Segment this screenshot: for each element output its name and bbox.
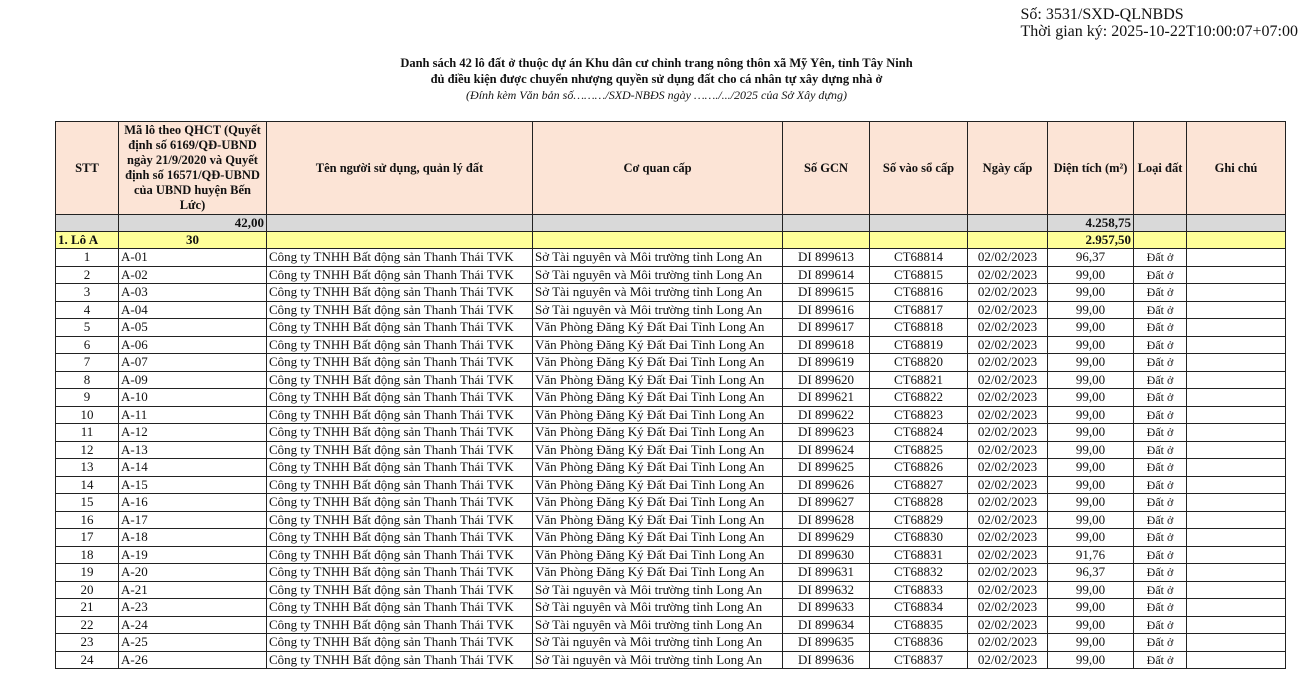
cell-so-gcn: DI 899627 [783, 494, 870, 512]
cell-loai-dat: Đất ở [1134, 389, 1187, 407]
header-so-gcn: Số GCN [783, 122, 870, 215]
cell-ngay-cap: 02/02/2023 [968, 564, 1048, 582]
cell-dien-tich: 99,00 [1048, 354, 1134, 372]
land-lot-table [55, 121, 1286, 669]
cell-so-vao-so: CT68821 [870, 371, 968, 389]
header-ghi-chu: Ghi chú [1187, 122, 1286, 215]
cell-ngay-cap: 02/02/2023 [968, 529, 1048, 547]
total-area: 4.258,75 [1048, 215, 1134, 232]
cell-co-quan: Sở Tài nguyên và Môi trường tỉnh Long An [533, 249, 783, 267]
cell-so-gcn: DI 899613 [783, 249, 870, 267]
cell-stt: 21 [56, 599, 119, 617]
table-row [56, 616, 1286, 634]
cell-co-quan: Văn Phòng Đăng Ký Đất Đai Tỉnh Long An [533, 336, 783, 354]
cell-ghi-chu [1187, 459, 1286, 477]
cell-stt: 13 [56, 459, 119, 477]
cell-ghi-chu [1187, 441, 1286, 459]
table-row [56, 529, 1286, 547]
cell-ma-lo: A-20 [119, 564, 267, 582]
cell-ma-lo: A-16 [119, 494, 267, 512]
cell-so-vao-so: CT68824 [870, 424, 968, 442]
cell-co-quan: Văn Phòng Đăng Ký Đất Đai Tỉnh Long An [533, 354, 783, 372]
cell-dien-tich: 99,00 [1048, 581, 1134, 599]
cell-loai-dat: Đất ở [1134, 424, 1187, 442]
cell-so-vao-so: CT68822 [870, 389, 968, 407]
cell-stt: 15 [56, 494, 119, 512]
cell-ten-nguoi: Công ty TNHH Bất động sản Thanh Thái TVK [267, 599, 533, 617]
table-row [56, 564, 1286, 582]
cell-ma-lo: A-03 [119, 284, 267, 302]
cell-co-quan: Sở Tài nguyên và Môi trường tỉnh Long An [533, 616, 783, 634]
cell-so-vao-so: CT68814 [870, 249, 968, 267]
header-dien-tich: Diện tích (m²) [1048, 122, 1134, 215]
cell-dien-tich: 99,00 [1048, 371, 1134, 389]
table-row [56, 389, 1286, 407]
cell-so-vao-so: CT68832 [870, 564, 968, 582]
cell-ma-lo: A-09 [119, 371, 267, 389]
table-row [56, 424, 1286, 442]
cell-dien-tich: 99,00 [1048, 424, 1134, 442]
document-reference [1021, 6, 1298, 40]
cell-ghi-chu [1187, 599, 1286, 617]
cell-ngay-cap: 02/02/2023 [968, 494, 1048, 512]
cell-so-gcn: DI 899636 [783, 651, 870, 669]
cell-ghi-chu [1187, 336, 1286, 354]
table-row [56, 599, 1286, 617]
cell-ghi-chu [1187, 476, 1286, 494]
cell-co-quan: Sở Tài nguyên và Môi trường tỉnh Long An [533, 599, 783, 617]
group-label: 1. Lô A [56, 232, 119, 249]
cell-ma-lo: A-19 [119, 546, 267, 564]
cell-ma-lo: A-21 [119, 581, 267, 599]
cell-ghi-chu [1187, 546, 1286, 564]
cell-ghi-chu [1187, 266, 1286, 284]
table-row [56, 406, 1286, 424]
cell-ten-nguoi: Công ty TNHH Bất động sản Thanh Thái TVK [267, 249, 533, 267]
cell-ten-nguoi: Công ty TNHH Bất động sản Thanh Thái TVK [267, 354, 533, 372]
cell-ten-nguoi: Công ty TNHH Bất động sản Thanh Thái TVK [267, 651, 533, 669]
cell-so-vao-so: CT68834 [870, 599, 968, 617]
cell-loai-dat: Đất ở [1134, 284, 1187, 302]
cell-so-gcn: DI 899622 [783, 406, 870, 424]
cell-co-quan: Văn Phòng Đăng Ký Đất Đai Tỉnh Long An [533, 389, 783, 407]
cell-ma-lo: A-11 [119, 406, 267, 424]
cell-dien-tich: 99,00 [1048, 476, 1134, 494]
header-ten-nguoi: Tên người sử dụng, quản lý đất [267, 122, 533, 215]
cell-stt: 4 [56, 301, 119, 319]
header-so-vao-so: Số vào sổ cấp [870, 122, 968, 215]
table-row [56, 546, 1286, 564]
cell-ngay-cap: 02/02/2023 [968, 406, 1048, 424]
cell-so-gcn: DI 899626 [783, 476, 870, 494]
cell-ten-nguoi: Công ty TNHH Bất động sản Thanh Thái TVK [267, 581, 533, 599]
cell-loai-dat: Đất ở [1134, 494, 1187, 512]
cell-ghi-chu [1187, 406, 1286, 424]
cell-ma-lo: A-01 [119, 249, 267, 267]
cell-so-vao-so: CT68836 [870, 634, 968, 652]
cell-loai-dat: Đất ở [1134, 564, 1187, 582]
cell-dien-tich: 99,00 [1048, 511, 1134, 529]
cell-loai-dat: Đất ở [1134, 546, 1187, 564]
cell-ma-lo: A-05 [119, 319, 267, 337]
cell-loai-dat: Đất ở [1134, 651, 1187, 669]
cell-dien-tich: 99,00 [1048, 336, 1134, 354]
total-count: 42,00 [119, 215, 267, 232]
cell-so-vao-so: CT68827 [870, 476, 968, 494]
cell-so-gcn: DI 899615 [783, 284, 870, 302]
cell-co-quan: Văn Phòng Đăng Ký Đất Đai Tỉnh Long An [533, 476, 783, 494]
cell-so-gcn: DI 899623 [783, 424, 870, 442]
cell-so-vao-so: CT68835 [870, 616, 968, 634]
cell-so-gcn: DI 899634 [783, 616, 870, 634]
cell-so-gcn: DI 899620 [783, 371, 870, 389]
cell-ma-lo: A-04 [119, 301, 267, 319]
cell-so-gcn: DI 899621 [783, 389, 870, 407]
cell-ma-lo: A-02 [119, 266, 267, 284]
cell-so-gcn: DI 899633 [783, 599, 870, 617]
cell-ngay-cap: 02/02/2023 [968, 301, 1048, 319]
cell-stt: 19 [56, 564, 119, 582]
cell-ghi-chu [1187, 301, 1286, 319]
cell-ghi-chu [1187, 424, 1286, 442]
cell-ghi-chu [1187, 354, 1286, 372]
cell-so-vao-so: CT68831 [870, 546, 968, 564]
cell-ten-nguoi: Công ty TNHH Bất động sản Thanh Thái TVK [267, 511, 533, 529]
cell-so-vao-so: CT68826 [870, 459, 968, 477]
cell-loai-dat: Đất ở [1134, 459, 1187, 477]
table-row [56, 494, 1286, 512]
cell-dien-tich: 99,00 [1048, 406, 1134, 424]
cell-ghi-chu [1187, 634, 1286, 652]
cell-dien-tich: 99,00 [1048, 319, 1134, 337]
cell-ten-nguoi: Công ty TNHH Bất động sản Thanh Thái TVK [267, 371, 533, 389]
cell-dien-tich: 99,00 [1048, 634, 1134, 652]
cell-loai-dat: Đất ở [1134, 616, 1187, 634]
cell-so-gcn: DI 899632 [783, 581, 870, 599]
cell-dien-tich: 91,76 [1048, 546, 1134, 564]
cell-so-vao-so: CT68818 [870, 319, 968, 337]
cell-dien-tich: 99,00 [1048, 389, 1134, 407]
cell-dien-tich: 99,00 [1048, 599, 1134, 617]
table-row [56, 511, 1286, 529]
cell-ghi-chu [1187, 319, 1286, 337]
cell-ma-lo: A-25 [119, 634, 267, 652]
table-row [56, 284, 1286, 302]
table-row [56, 634, 1286, 652]
cell-ten-nguoi: Công ty TNHH Bất động sản Thanh Thái TVK [267, 389, 533, 407]
cell-stt: 5 [56, 319, 119, 337]
cell-loai-dat: Đất ở [1134, 354, 1187, 372]
cell-ten-nguoi: Công ty TNHH Bất động sản Thanh Thái TVK [267, 336, 533, 354]
cell-dien-tich: 96,37 [1048, 249, 1134, 267]
cell-ma-lo: A-26 [119, 651, 267, 669]
cell-so-gcn: DI 899624 [783, 441, 870, 459]
cell-stt: 17 [56, 529, 119, 547]
cell-ten-nguoi: Công ty TNHH Bất động sản Thanh Thái TVK [267, 284, 533, 302]
cell-co-quan: Văn Phòng Đăng Ký Đất Đai Tỉnh Long An [533, 494, 783, 512]
cell-ngay-cap: 02/02/2023 [968, 599, 1048, 617]
cell-ngay-cap: 02/02/2023 [968, 249, 1048, 267]
cell-so-vao-so: CT68816 [870, 284, 968, 302]
cell-stt: 2 [56, 266, 119, 284]
table-row [56, 266, 1286, 284]
cell-co-quan: Văn Phòng Đăng Ký Đất Đai Tỉnh Long An [533, 459, 783, 477]
cell-ma-lo: A-23 [119, 599, 267, 617]
cell-ten-nguoi: Công ty TNHH Bất động sản Thanh Thái TVK [267, 406, 533, 424]
cell-so-vao-so: CT68829 [870, 511, 968, 529]
cell-ma-lo: A-24 [119, 616, 267, 634]
cell-so-gcn: DI 899625 [783, 459, 870, 477]
cell-ngay-cap: 02/02/2023 [968, 354, 1048, 372]
header-ngay-cap: Ngày cấp [968, 122, 1048, 215]
cell-so-vao-so: CT68817 [870, 301, 968, 319]
cell-loai-dat: Đất ở [1134, 634, 1187, 652]
cell-co-quan: Văn Phòng Đăng Ký Đất Đai Tỉnh Long An [533, 424, 783, 442]
header-stt: STT [56, 122, 119, 215]
cell-stt: 1 [56, 249, 119, 267]
table-row [56, 371, 1286, 389]
cell-co-quan: Văn Phòng Đăng Ký Đất Đai Tỉnh Long An [533, 511, 783, 529]
cell-co-quan: Sở Tài nguyên và Môi trường tỉnh Long An [533, 266, 783, 284]
cell-ma-lo: A-14 [119, 459, 267, 477]
cell-so-gcn: DI 899630 [783, 546, 870, 564]
cell-stt: 23 [56, 634, 119, 652]
cell-ngay-cap: 02/02/2023 [968, 319, 1048, 337]
cell-so-gcn: DI 899631 [783, 564, 870, 582]
cell-loai-dat: Đất ở [1134, 336, 1187, 354]
cell-dien-tich: 99,00 [1048, 494, 1134, 512]
cell-stt: 14 [56, 476, 119, 494]
cell-so-vao-so: CT68830 [870, 529, 968, 547]
cell-co-quan: Văn Phòng Đăng Ký Đất Đai Tỉnh Long An [533, 371, 783, 389]
table-header-row [56, 122, 1286, 215]
cell-ghi-chu [1187, 651, 1286, 669]
cell-ngay-cap: 02/02/2023 [968, 616, 1048, 634]
table-row [56, 336, 1286, 354]
cell-dien-tich: 99,00 [1048, 441, 1134, 459]
cell-co-quan: Văn Phòng Đăng Ký Đất Đai Tỉnh Long An [533, 564, 783, 582]
cell-dien-tich: 99,00 [1048, 266, 1134, 284]
cell-so-vao-so: CT68833 [870, 581, 968, 599]
cell-stt: 11 [56, 424, 119, 442]
cell-ma-lo: A-17 [119, 511, 267, 529]
title-block [0, 55, 1313, 103]
cell-ten-nguoi: Công ty TNHH Bất động sản Thanh Thái TVK [267, 459, 533, 477]
cell-so-vao-so: CT68828 [870, 494, 968, 512]
cell-ngay-cap: 02/02/2023 [968, 511, 1048, 529]
cell-ma-lo: A-10 [119, 389, 267, 407]
cell-ma-lo: A-15 [119, 476, 267, 494]
cell-co-quan: Sở Tài nguyên và Môi trường tỉnh Long An [533, 634, 783, 652]
cell-ngay-cap: 02/02/2023 [968, 284, 1048, 302]
cell-so-gcn: DI 899616 [783, 301, 870, 319]
cell-ghi-chu [1187, 284, 1286, 302]
cell-co-quan: Văn Phòng Đăng Ký Đất Đai Tỉnh Long An [533, 546, 783, 564]
group-count: 30 [119, 232, 267, 249]
title-attachment-note: (Đính kèm Văn bản số………/SXD-NBĐS ngày ……./.../2025 của Sở Xây dựng) [466, 88, 847, 102]
cell-ma-lo: A-12 [119, 424, 267, 442]
cell-loai-dat: Đất ở [1134, 441, 1187, 459]
cell-loai-dat: Đất ở [1134, 581, 1187, 599]
cell-stt: 22 [56, 616, 119, 634]
cell-ten-nguoi: Công ty TNHH Bất động sản Thanh Thái TVK [267, 494, 533, 512]
cell-ten-nguoi: Công ty TNHH Bất động sản Thanh Thái TVK [267, 319, 533, 337]
cell-ngay-cap: 02/02/2023 [968, 424, 1048, 442]
cell-ten-nguoi: Công ty TNHH Bất động sản Thanh Thái TVK [267, 616, 533, 634]
cell-ghi-chu [1187, 494, 1286, 512]
cell-so-gcn: DI 899614 [783, 266, 870, 284]
cell-ngay-cap: 02/02/2023 [968, 546, 1048, 564]
table-row [56, 301, 1286, 319]
cell-ngay-cap: 02/02/2023 [968, 266, 1048, 284]
cell-dien-tich: 99,00 [1048, 301, 1134, 319]
cell-ma-lo: A-06 [119, 336, 267, 354]
cell-ten-nguoi: Công ty TNHH Bất động sản Thanh Thái TVK [267, 529, 533, 547]
cell-ghi-chu [1187, 371, 1286, 389]
cell-dien-tich: 99,00 [1048, 529, 1134, 547]
total-row [56, 215, 1286, 232]
cell-co-quan: Sở Tài nguyên và Môi trường tỉnh Long An [533, 581, 783, 599]
cell-so-vao-so: CT68837 [870, 651, 968, 669]
cell-ghi-chu [1187, 581, 1286, 599]
cell-ten-nguoi: Công ty TNHH Bất động sản Thanh Thái TVK [267, 424, 533, 442]
header-ma-lo: Mã lô theo QHCT (Quyết định số 6169/QĐ-UBND ngày 21/9/2020 và Quyết định số 16571/QĐ-UBND của UBND huyện Bến Lức) [119, 122, 267, 215]
cell-so-vao-so: CT68815 [870, 266, 968, 284]
cell-ten-nguoi: Công ty TNHH Bất động sản Thanh Thái TVK [267, 634, 533, 652]
cell-loai-dat: Đất ở [1134, 599, 1187, 617]
cell-ghi-chu [1187, 564, 1286, 582]
table-row [56, 319, 1286, 337]
header-co-quan: Cơ quan cấp [533, 122, 783, 215]
cell-ngay-cap: 02/02/2023 [968, 389, 1048, 407]
cell-ghi-chu [1187, 529, 1286, 547]
cell-dien-tich: 96,37 [1048, 564, 1134, 582]
cell-stt: 24 [56, 651, 119, 669]
table-row [56, 459, 1286, 477]
cell-so-gcn: DI 899619 [783, 354, 870, 372]
cell-loai-dat: Đất ở [1134, 529, 1187, 547]
cell-ngay-cap: 02/02/2023 [968, 459, 1048, 477]
table-row [56, 354, 1286, 372]
cell-loai-dat: Đất ở [1134, 266, 1187, 284]
cell-ma-lo: A-18 [119, 529, 267, 547]
cell-ten-nguoi: Công ty TNHH Bất động sản Thanh Thái TVK [267, 266, 533, 284]
cell-ten-nguoi: Công ty TNHH Bất động sản Thanh Thái TVK [267, 546, 533, 564]
cell-so-gcn: DI 899629 [783, 529, 870, 547]
cell-co-quan: Văn Phòng Đăng Ký Đất Đai Tỉnh Long An [533, 319, 783, 337]
cell-stt: 7 [56, 354, 119, 372]
cell-ghi-chu [1187, 389, 1286, 407]
cell-loai-dat: Đất ở [1134, 476, 1187, 494]
cell-co-quan: Sở Tài nguyên và Môi trường tỉnh Long An [533, 651, 783, 669]
cell-ngay-cap: 02/02/2023 [968, 634, 1048, 652]
cell-ghi-chu [1187, 249, 1286, 267]
cell-stt: 10 [56, 406, 119, 424]
cell-ten-nguoi: Công ty TNHH Bất động sản Thanh Thái TVK [267, 476, 533, 494]
cell-stt: 6 [56, 336, 119, 354]
cell-stt: 20 [56, 581, 119, 599]
cell-co-quan: Văn Phòng Đăng Ký Đất Đai Tỉnh Long An [533, 441, 783, 459]
cell-ma-lo: A-13 [119, 441, 267, 459]
cell-co-quan: Văn Phòng Đăng Ký Đất Đai Tỉnh Long An [533, 529, 783, 547]
cell-so-gcn: DI 899628 [783, 511, 870, 529]
cell-loai-dat: Đất ở [1134, 319, 1187, 337]
cell-so-vao-so: CT68820 [870, 354, 968, 372]
cell-ma-lo: A-07 [119, 354, 267, 372]
cell-so-gcn: DI 899618 [783, 336, 870, 354]
document-number: Số: 3531/SXD-QLNBDS [1020, 6, 1184, 23]
signed-time: Thời gian ký: 2025-10-22T10:00:07+07:00 [1020, 23, 1298, 40]
cell-ngay-cap: 02/02/2023 [968, 371, 1048, 389]
cell-ten-nguoi: Công ty TNHH Bất động sản Thanh Thái TVK [267, 301, 533, 319]
cell-stt: 9 [56, 389, 119, 407]
cell-co-quan: Văn Phòng Đăng Ký Đất Đai Tỉnh Long An [533, 406, 783, 424]
cell-ghi-chu [1187, 616, 1286, 634]
cell-stt: 8 [56, 371, 119, 389]
cell-ghi-chu [1187, 511, 1286, 529]
cell-dien-tich: 99,00 [1048, 459, 1134, 477]
cell-dien-tich: 99,00 [1048, 616, 1134, 634]
cell-loai-dat: Đất ở [1134, 249, 1187, 267]
cell-loai-dat: Đất ở [1134, 371, 1187, 389]
cell-so-vao-so: CT68819 [870, 336, 968, 354]
group-area: 2.957,50 [1048, 232, 1134, 249]
cell-ngay-cap: 02/02/2023 [968, 651, 1048, 669]
cell-so-gcn: DI 899617 [783, 319, 870, 337]
cell-dien-tich: 99,00 [1048, 651, 1134, 669]
cell-ngay-cap: 02/02/2023 [968, 441, 1048, 459]
cell-ngay-cap: 02/02/2023 [968, 476, 1048, 494]
table-row [56, 441, 1286, 459]
cell-stt: 12 [56, 441, 119, 459]
cell-loai-dat: Đất ở [1134, 301, 1187, 319]
cell-stt: 16 [56, 511, 119, 529]
cell-so-vao-so: CT68823 [870, 406, 968, 424]
cell-loai-dat: Đất ở [1134, 511, 1187, 529]
table-row [56, 651, 1286, 669]
table-row [56, 476, 1286, 494]
group-row-lot-a [56, 232, 1286, 249]
cell-co-quan: Sở Tài nguyên và Môi trường tỉnh Long An [533, 301, 783, 319]
cell-co-quan: Sở Tài nguyên và Môi trường tỉnh Long An [533, 284, 783, 302]
cell-so-vao-so: CT68825 [870, 441, 968, 459]
cell-dien-tich: 99,00 [1048, 284, 1134, 302]
cell-loai-dat: Đất ở [1134, 406, 1187, 424]
table-row [56, 249, 1286, 267]
title-line-2: đủ điều kiện được chuyển nhượng quyền sử dụng đất cho cá nhân tự xây dựng nhà ở [430, 72, 883, 86]
cell-stt: 18 [56, 546, 119, 564]
cell-so-gcn: DI 899635 [783, 634, 870, 652]
title-line-1: Danh sách 42 lô đất ở thuộc dự án Khu dân cư chỉnh trang nông thôn xã Mỹ Yên, tỉnh Tây Ninh [400, 56, 913, 70]
cell-ngay-cap: 02/02/2023 [968, 336, 1048, 354]
cell-stt: 3 [56, 284, 119, 302]
cell-ten-nguoi: Công ty TNHH Bất động sản Thanh Thái TVK [267, 441, 533, 459]
table-row [56, 581, 1286, 599]
cell-ngay-cap: 02/02/2023 [968, 581, 1048, 599]
header-loai-dat: Loại đất [1134, 122, 1187, 215]
cell-ten-nguoi: Công ty TNHH Bất động sản Thanh Thái TVK [267, 564, 533, 582]
